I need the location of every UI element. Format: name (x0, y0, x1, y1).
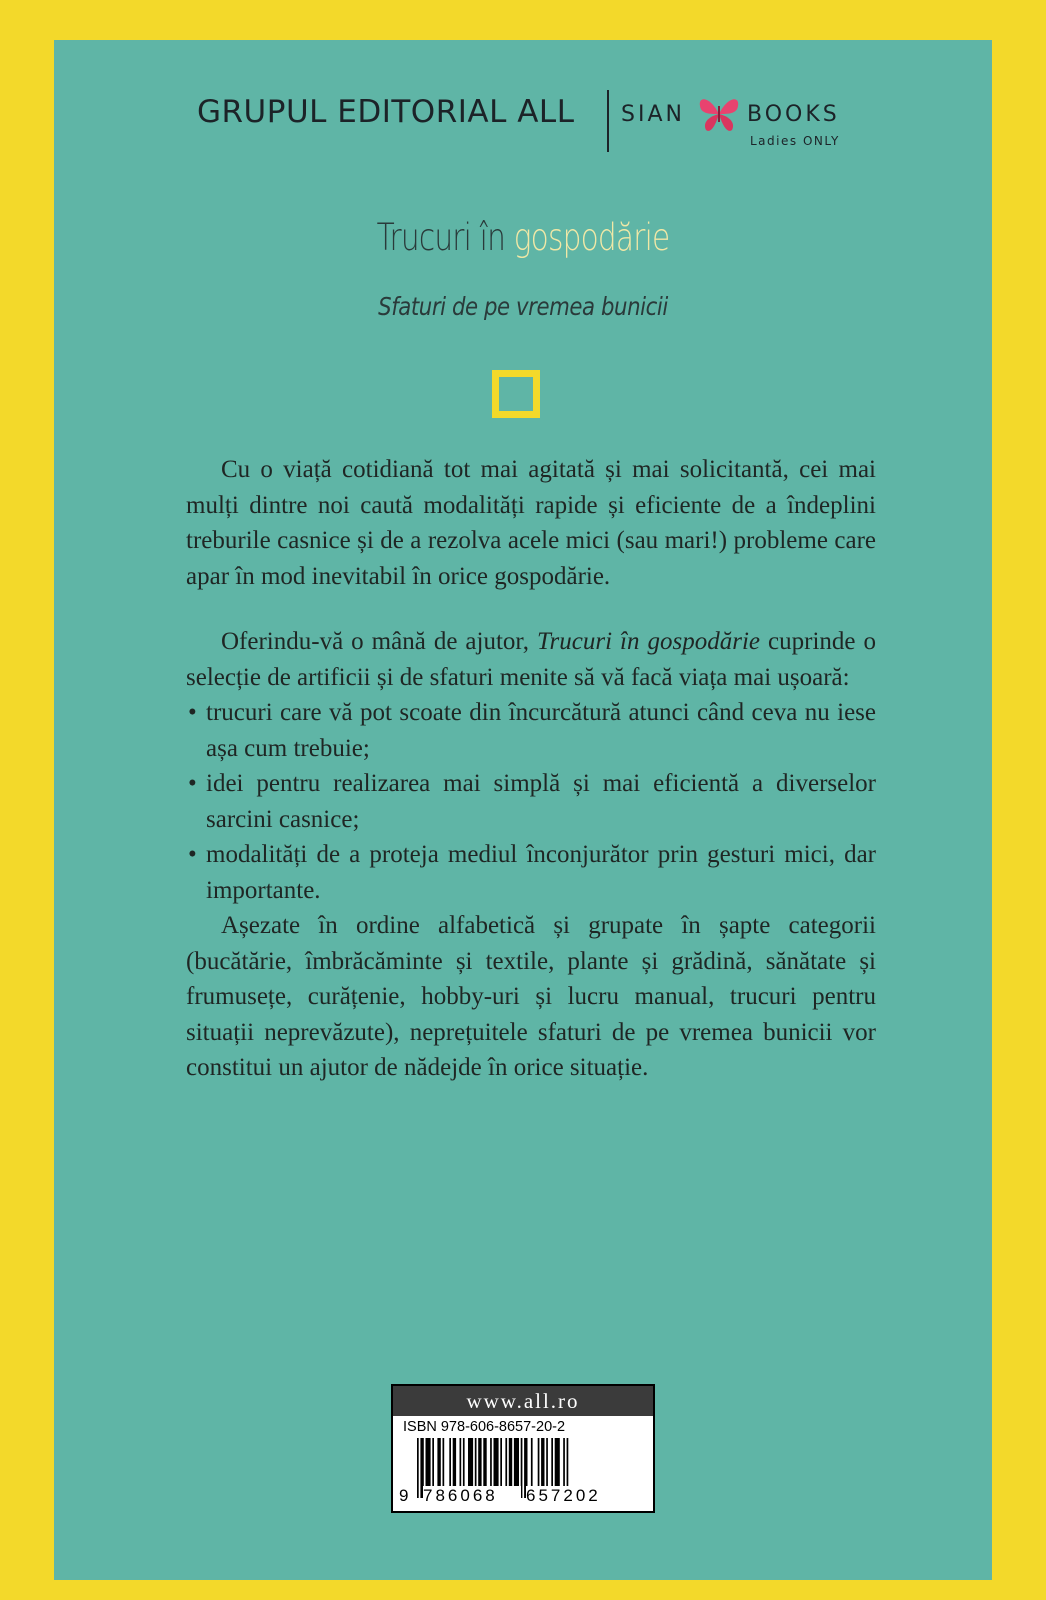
blurb-paragraph-2: Oferindu-vă o mână de ajutor, Trucuri în gospodărie cuprinde o selecție de artificii și de sfaturi menite să vă facă viața mai ușoară: (186, 628, 876, 691)
book-title-reference: Trucuri în gospodărie (537, 628, 761, 655)
publisher-name: GRUPUL EDITORIAL ALL (197, 94, 575, 130)
book-title-main: Trucuri în (376, 216, 506, 259)
list-item: • trucuri care vă pot scoate din încurcătură atunci când ceva nu iese așa cum trebuie; (186, 695, 876, 766)
website-url: www.all.ro (393, 1386, 653, 1416)
isbn-label: ISBN 978-606-8657-20-2 (403, 1419, 566, 1435)
butterfly-icon (696, 94, 742, 134)
imprint-name-left: SIAN (621, 102, 685, 127)
yellow-square-frame-icon (492, 370, 540, 418)
barcode-box (391, 1384, 655, 1513)
blurb-text (186, 452, 876, 1086)
book-title-accent: gospodărie (513, 216, 670, 259)
list-item: • modalități de a proteja mediul înconjurător prin gesturi mici, dar importante. (186, 837, 876, 908)
barcode-bar (417, 1438, 419, 1498)
list-item: • idei pentru realizarea mai simplă și mai eficientă a diverselor sarcini casnice; (186, 766, 876, 837)
book-subtitle: Sfaturi de pe vremea bunicii (378, 292, 668, 321)
brand-divider (607, 90, 609, 152)
publisher-header (145, 90, 905, 160)
blurb-bullet-list (186, 695, 876, 908)
book-title (105, 216, 942, 259)
barcode-digit-lead: 9 (399, 1486, 409, 1505)
blurb-paragraph-1: Cu o viață cotidiană tot mai agitată și mai solicitantă, cei mai mulți dintre noi caută modalități rapide și eficiente de a îndeplini treburile casnice și de a rezolva acele mici (sau mari!) probleme care apar în mod inevitabil în orice gospodărie. (186, 456, 876, 590)
imprint-tagline: Ladies ONLY (750, 134, 840, 148)
barcode-digits-left: 786068 (423, 1486, 521, 1506)
barcode-digits-right: 657202 (526, 1486, 624, 1506)
imprint-name-right: BOOKS (747, 102, 840, 127)
blurb-paragraph-3: Așezate în ordine alfabetică și grupate în șapte categorii (bucătărie, îmbrăcăminte și textile, plante și grădină, sănătate și frumusețe, curățenie, hobby-uri și lucru manual, trucuri pentru situații neprevăzute), neprețuitele sfaturi de pe vremea bunicii vor constitui un ajutor de nădejde în orice situație. (186, 912, 876, 1081)
